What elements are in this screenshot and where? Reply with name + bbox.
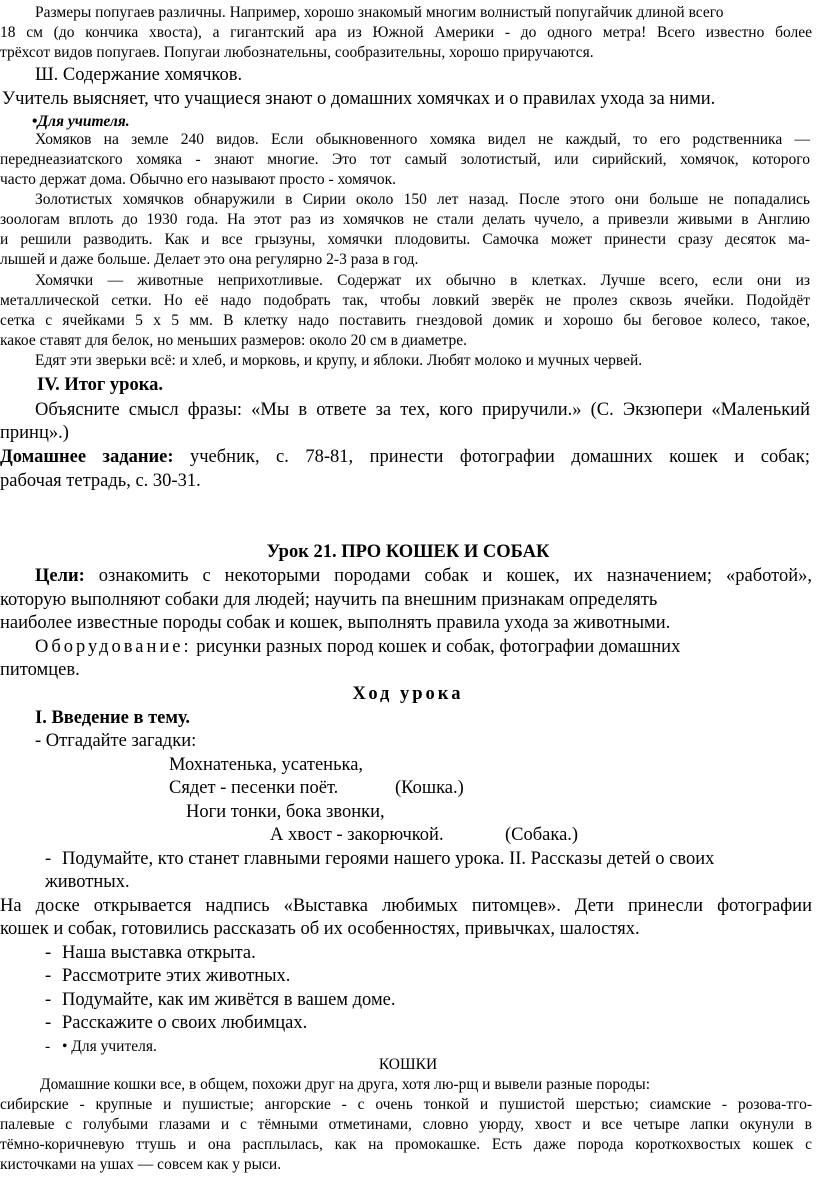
homework-line: рабочая тетрадь, с. 30-31. [0, 471, 201, 491]
cats-heading: КОШКИ [378, 1056, 438, 1073]
dash: - [45, 1013, 52, 1033]
paragraph-line: зоологам вплоть до 1930 года. На этот раз из хомячков не стали делать чучело, а привезли живыми в Англию [0, 211, 810, 228]
board-line: кошек и собак, готовились рассказать об их особенностях, привычках, шалостях. [0, 919, 640, 939]
riddle-line: А хвост - закорючкой. [270, 825, 444, 845]
summary-line: Объясните смысл фразы: «Мы в ответе за тех, кого приручили.» (С. Экзюпери «Маленький [35, 400, 810, 420]
section-heading: I. Введение в тему. [35, 708, 191, 728]
paragraph-line: часто держат дома. Обычно его называют просто - хомячок. [0, 171, 396, 188]
goals-line: которую выполняют собаки для людей; научить па внешним признакам определять [0, 590, 658, 610]
paragraph-line: Хомяков на земле 240 видов. Если обыкновенного хомяка видел не каждый, то его родственника — [35, 131, 810, 148]
paragraph-line: Едят эти зверьки всё: и хлеб, и морковь, и крупу, и яблоки. Любят молоко и мучных червей. [35, 352, 643, 369]
riddle-line: Мохнатенька, усатенька, [169, 755, 364, 775]
paragraph-line: 18 см (до кончика хвоста), а гигантский ара из Южной Америки - до одного метра! Всего известно более [0, 24, 812, 41]
goals-line [0, 565, 816, 588]
list-item: Наша выставка открыта. [62, 943, 256, 963]
think-line: Подумайте, кто станет главными героями нашего урока. II. Рассказы детей о своих [62, 849, 715, 869]
riddle-line: Ноги тонки, бока звонки, [186, 802, 385, 822]
cats-line: палевые с голубыми глазами и с тёмными отметинами, словно уюрду, хвост и все четыре лапки окунули в [0, 1116, 812, 1133]
homework-text: учебник, с. 78-81, принести фотографии домашних кошек и собак; [173, 447, 810, 467]
equipment-line: питомцев. [0, 660, 80, 680]
list-item: Расскажите о своих любимцах. [62, 1013, 308, 1033]
goals-label: Цели: [35, 566, 85, 586]
summary-line: принц».) [0, 423, 69, 443]
homework-line [0, 446, 816, 469]
cats-line: тёмно-коричневую ттушь и она расплылась, как на промокашке. Есть даже порода короткохвостых кошек с [0, 1136, 812, 1153]
riddles-intro: - Отгадайте загадки: [35, 731, 197, 751]
teacher-note-label: Для учителя. [37, 113, 130, 130]
riddle-answer: (Кошка.) [395, 778, 464, 798]
lesson-title: Урок 21. ПРО КОШЕК И СОБАК [266, 542, 550, 562]
list-item: Рассмотрите этих животных. [62, 966, 291, 986]
section-intro: Учитель выясняет, что учащиеся знают о домашних хомячках и о правилах ухода за ними. [2, 89, 716, 109]
goals-line: наиболее известные породы собак и кошек, выполнять правила ухода за животными. [0, 613, 671, 633]
riddle-answer: (Собака.) [505, 825, 579, 845]
section-heading: IV. Итог урока. [37, 375, 163, 395]
paragraph-line: Золотистых хомячков обнаружили в Сирии около 150 лет назад. После этого они больше не попадались [35, 191, 810, 208]
paragraph-line: трёхсот видов попугаев. Попугаи любознательны, сообразительны, хорошо приручаются. [0, 44, 594, 61]
cats-line: кисточками на ушах — совсем как у рыси. [0, 1156, 282, 1173]
board-line: На доске открывается надпись «Выставка любимых питомцев». Дети принесли фотографии [0, 896, 812, 916]
dash: - [45, 966, 52, 986]
goals-text: ознакомить с некоторыми породами собак и кошек, их назначением; «работой», [84, 566, 812, 586]
lesson-flow-heading: Ход урока [352, 684, 464, 704]
think-line: животных. [45, 872, 130, 892]
dash: - [45, 849, 52, 869]
paragraph-line: сетка с ячейками 5 х 5 мм. В клетку надо поставить гнездовой домик и хорошо бы беговое колесо, такое, [0, 312, 810, 329]
dash: - [45, 990, 52, 1010]
paragraph-line: металлической сетки. Но её надо подобрать так, чтобы ловкий зверёк не пролез сквозь ячейки. Подойдёт [0, 292, 810, 309]
paragraph-line: и решили разводить. Как и все грызуны, хомячки плодовиты. Самочка может принести сразу десяток ма- [0, 231, 810, 248]
equipment-text: рисунки разных пород кошек и собак, фотографии домашних [191, 637, 681, 657]
bullet-icon: • [32, 113, 38, 130]
homework-label: Домашнее задание: [0, 447, 174, 467]
paragraph-line: какое ставят для белок, но меньших размеров: около 20 см в диаметре. [0, 332, 467, 349]
paragraph-line: Размеры попугаев различны. Например, хорошо знакомый многим волнистый попугайчик длиной всего [35, 4, 724, 21]
paragraph-line: лышей и даже больше. Делает это она регулярно 2-3 раза в год. [0, 251, 419, 268]
equipment-line [35, 636, 680, 659]
cats-line: Домашние кошки все, в общем, похожи друг на друга, хотя лю-рщ и вывели разные породы: [40, 1076, 650, 1093]
paragraph-line: Хомячки — животные неприхотливые. Содержат их обычно в клетках. Лучше всего, если они из [35, 272, 810, 289]
teacher-note [32, 112, 130, 132]
section-heading: Ш. Содержание хомячков. [35, 65, 243, 85]
equipment-label: Оборудование: [35, 637, 192, 657]
list-item: Подумайте, как им живётся в вашем доме. [62, 990, 396, 1010]
dash: - [45, 1038, 51, 1055]
paragraph-line: переднеазиатского хомяка - знают многие. Это тот самый золотистый, или сирийский, хомячок, которого [0, 151, 810, 168]
dash: - [45, 943, 52, 963]
cats-line: сибирские - крупные и пушистые; ангорские - с очень тонкой и пушистой шерстью; сиамские - розова-тго- [0, 1096, 812, 1113]
riddle-line: Сядет - песенки поёт. [169, 778, 339, 798]
teacher-note: • Для учителя. [62, 1038, 157, 1055]
